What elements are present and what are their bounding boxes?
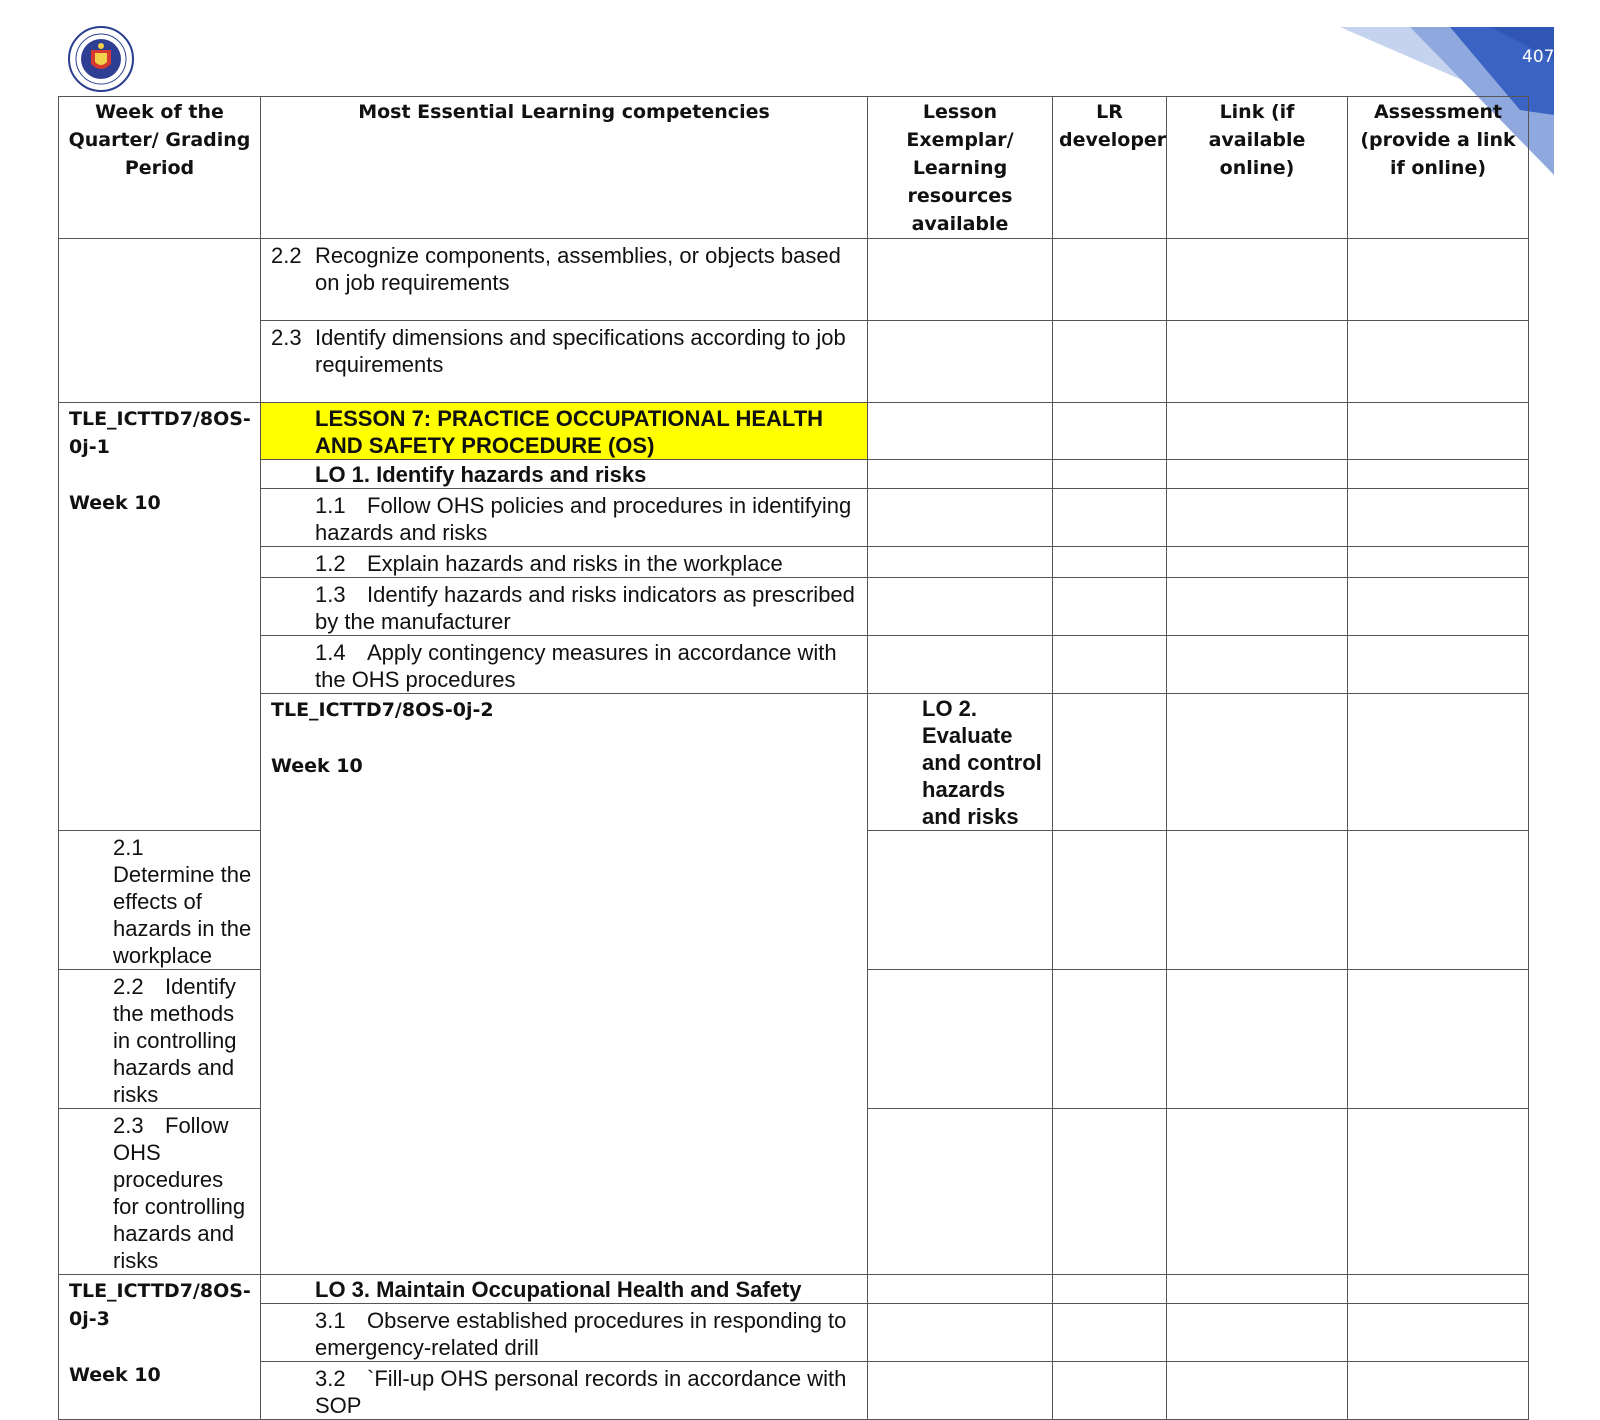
competency-text: Follow OHS procedures for controlling hazards and risks bbox=[113, 1113, 246, 1273]
page-number: 407 bbox=[1522, 47, 1555, 67]
competency-cell bbox=[261, 636, 868, 694]
competency-cell bbox=[59, 831, 261, 970]
week-label: Week 10 bbox=[271, 755, 363, 777]
competency-code: TLE_ICTTD7/8OS-0j-2 bbox=[271, 699, 494, 721]
competency-cell bbox=[261, 489, 868, 547]
table-row bbox=[59, 578, 1529, 636]
week-cell bbox=[59, 1275, 261, 1420]
competency-number: 2.2 bbox=[113, 974, 144, 999]
learning-outcome: LO 1. Identify hazards and risks bbox=[261, 460, 868, 489]
table-row bbox=[59, 239, 1529, 321]
competency-text: Recognize components, assemblies, or objects based on job requirements bbox=[315, 243, 841, 295]
table-row bbox=[59, 694, 1529, 831]
header-week: Week of the Quarter/ Grading Period bbox=[59, 97, 261, 239]
competency-text: Identify dimensions and specifications according to job requirements bbox=[315, 325, 846, 377]
table-row bbox=[59, 321, 1529, 403]
competency-number: 2.2 bbox=[271, 243, 302, 268]
competency-cell bbox=[261, 547, 868, 578]
table-row bbox=[59, 636, 1529, 694]
header-lr-developer: LR developer bbox=[1053, 97, 1167, 239]
competency-number: 1.2 bbox=[315, 551, 346, 576]
competency-number: 1.4 bbox=[315, 640, 346, 665]
competency-text: Follow OHS policies and procedures in identifying hazards and risks bbox=[315, 493, 852, 545]
header-link: Link (if available online) bbox=[1167, 97, 1348, 239]
week-label: Week 10 bbox=[69, 492, 161, 514]
competency-text: Identify the methods in controlling hazards and risks bbox=[113, 974, 237, 1107]
competency-cell bbox=[59, 1109, 261, 1275]
week-label: Week 10 bbox=[69, 1364, 161, 1386]
competency-number: 1.3 bbox=[315, 582, 346, 607]
competency-cell bbox=[261, 239, 868, 321]
table-row bbox=[59, 403, 1529, 460]
competency-cell bbox=[59, 970, 261, 1109]
table-row bbox=[59, 1362, 1529, 1420]
table-row bbox=[59, 460, 1529, 489]
table-row bbox=[59, 547, 1529, 578]
header-row bbox=[59, 97, 1529, 239]
competency-cell bbox=[261, 1362, 868, 1420]
deped-seal-logo bbox=[68, 26, 134, 92]
competency-text: `Fill-up OHS personal records in accordance with SOP bbox=[315, 1366, 847, 1418]
competency-code: TLE_ICTTD7/8OS-0j-3 bbox=[69, 1280, 251, 1330]
competency-number: 2.3 bbox=[271, 325, 302, 350]
week-cell-empty bbox=[59, 239, 261, 403]
competency-text: Apply contingency measures in accordance with the OHS procedures bbox=[315, 640, 837, 692]
week-cell bbox=[261, 694, 868, 1275]
competency-cell bbox=[261, 321, 868, 403]
week-cell bbox=[59, 403, 261, 831]
table-row bbox=[59, 1275, 1529, 1304]
competency-text: Determine the effects of hazards in the workplace bbox=[113, 862, 252, 968]
table-row bbox=[59, 489, 1529, 547]
header-melc: Most Essential Learning competencies bbox=[261, 97, 868, 239]
lesson-title-highlight: LESSON 7: PRACTICE OCCUPATIONAL HEALTH AND SAFETY PROCEDURE (OS) bbox=[261, 403, 868, 460]
table-row bbox=[59, 1304, 1529, 1362]
header-lesson-exemplar: Lesson Exemplar/ Learning resources available bbox=[868, 97, 1053, 239]
header-assessment: Assessment (provide a link if online) bbox=[1348, 97, 1529, 239]
melc-table bbox=[58, 96, 1529, 1420]
competency-number: 3.1 bbox=[315, 1308, 346, 1333]
learning-outcome: LO 2. Evaluate and control hazards and risks bbox=[868, 694, 1053, 831]
competency-number: 2.1 bbox=[113, 835, 144, 860]
competency-number: 2.3 bbox=[113, 1113, 144, 1138]
competency-number: 1.1 bbox=[315, 493, 346, 518]
competency-text: Observe established procedures in responding to emergency-related drill bbox=[315, 1308, 847, 1360]
competency-cell bbox=[261, 1304, 868, 1362]
learning-outcome: LO 3. Maintain Occupational Health and Safety bbox=[261, 1275, 868, 1304]
competency-number: 3.2 bbox=[315, 1366, 346, 1391]
competency-code: TLE_ICTTD7/8OS-0j-1 bbox=[69, 408, 251, 458]
competency-text: Explain hazards and risks in the workplace bbox=[367, 551, 783, 576]
competency-text: Identify hazards and risks indicators as prescribed by the manufacturer bbox=[315, 582, 855, 634]
competency-cell bbox=[261, 578, 868, 636]
